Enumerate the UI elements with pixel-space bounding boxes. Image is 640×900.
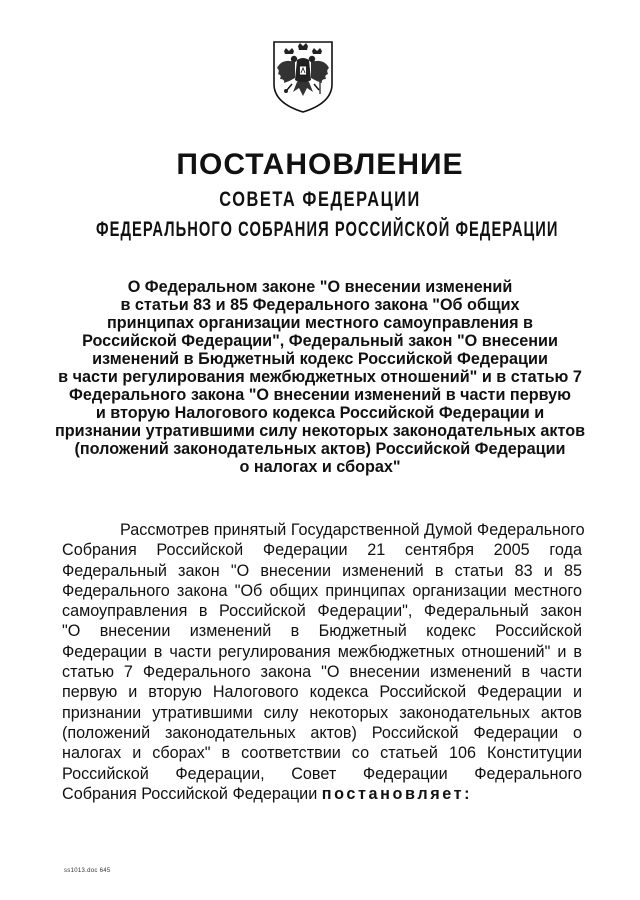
body-line: Федеральный закон "О внесении изменений в статьи 83 и 85 <box>62 561 582 580</box>
body-line: статью 7 Федерального закона "О внесении изменений в части <box>62 663 582 682</box>
body-line: "О внесении изменений в Бюджетный кодекс Российской <box>62 622 582 641</box>
document-subject <box>40 278 600 476</box>
subject-line: О Федеральном законе "О внесении изменений <box>127 278 513 296</box>
body-final-line <box>62 784 582 804</box>
subject-line: и вторую Налогового кодекса Российской Федерации и <box>95 404 545 422</box>
body-paragraph <box>62 520 585 804</box>
body-line: Российской Федерации, Совет Федерации Федерального <box>62 764 582 783</box>
subject-line: признании утратившими силу некоторых законодательных актов <box>54 422 586 440</box>
body-line: Собрания Российской Федерации <box>62 784 318 803</box>
document-title: ПОСТАНОВЛЕНИЕ <box>176 148 464 181</box>
subject-line: в статьи 83 и 85 Федерального закона "Об общих <box>120 296 520 314</box>
resolution-word: постановляет: <box>321 784 473 803</box>
body-line: первую и вторую Налогового кодекса Российской Федерации и <box>62 683 582 702</box>
body-line: Федерации в части регулирования межбюджетных отношений" и в <box>62 642 582 661</box>
body-line: Рассмотрев принятый Государственной Думой Федерального <box>120 521 585 539</box>
issuer-line-2: ФЕДЕРАЛЬНОГО СОБРАНИЯ РОССИЙСКОЙ ФЕДЕРАЦИИ <box>96 218 559 241</box>
subject-line: изменений в Бюджетный кодекс Российской Федерации <box>92 350 548 368</box>
body-line: налогах и сборах" в соответствии со статьей 106 Конституции <box>62 744 582 763</box>
subject-line: принципах организации местного самоуправления в <box>106 314 534 332</box>
russian-coat-of-arms-icon <box>270 40 336 114</box>
body-line: (положений законодательных актов) Российской Федерации о <box>62 723 582 742</box>
subject-line: о налогах и сборах" <box>239 458 401 476</box>
body-line: признании утратившими силу некоторых законодательных актов <box>62 703 582 722</box>
body-line: самоуправления в Российской Федерации", Федеральный закон <box>62 602 582 621</box>
issuer-line-1: СОВЕТА ФЕДЕРАЦИИ <box>219 188 421 211</box>
subject-line: в части регулирования межбюджетных отношений" и в статью 7 <box>58 368 582 386</box>
body-line: Федерального закона "Об общих принципах организации местного <box>62 581 582 600</box>
subject-line: Российской Федерации", Федеральный закон "О внесении <box>82 332 558 350</box>
subject-line: (положений законодательных актов) Российской Федерации <box>74 440 566 458</box>
subject-line: Федерального закона "О внесении изменений в части первую <box>69 386 571 404</box>
document-code: ss1013.doc 645 <box>64 868 111 874</box>
body-line: Собрания Российской Федерации 21 сентября 2005 года <box>62 541 582 560</box>
